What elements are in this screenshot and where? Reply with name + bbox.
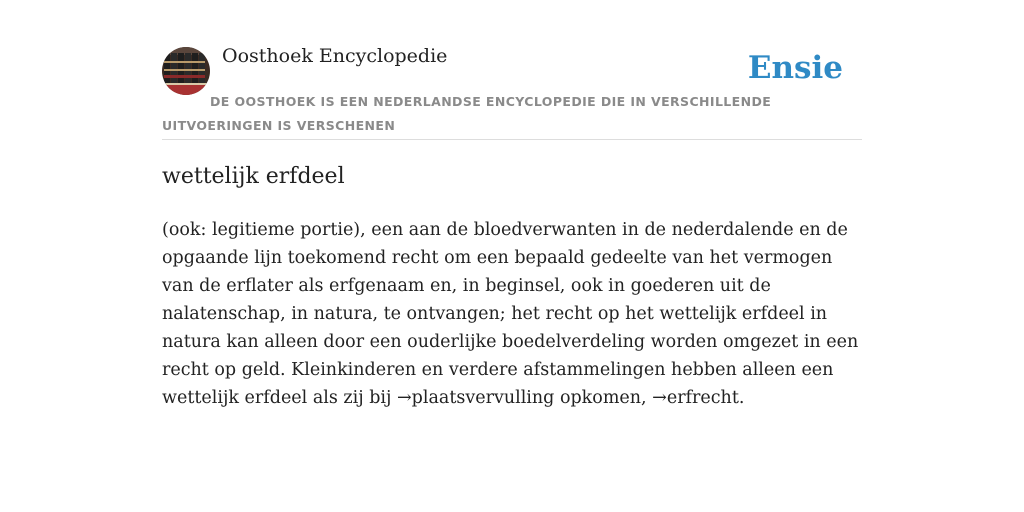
link-erfrecht[interactable]: →erfrecht bbox=[652, 388, 739, 408]
entry-term: wettelijk erfdeel bbox=[162, 164, 345, 189]
definition-text-between: opkomen, bbox=[554, 388, 653, 408]
source-description: DE OOSTHOEK IS EEN NEDERLANDSE ENCYCLOPEDIE DIE IN VERSCHILLENDE UITVOERINGEN IS VERSCHENEN bbox=[162, 94, 772, 133]
entry-definition bbox=[162, 216, 862, 412]
header-divider bbox=[162, 139, 862, 140]
encyclopedia-books-icon bbox=[162, 47, 210, 95]
brand-logo[interactable]: Ensie bbox=[747, 50, 843, 86]
link-plaatsvervulling[interactable]: →plaatsvervulling bbox=[397, 388, 555, 408]
source-avatar[interactable] bbox=[162, 47, 210, 95]
source-name[interactable]: Oosthoek Encyclopedie bbox=[222, 45, 448, 67]
definition-text-end: . bbox=[738, 388, 745, 408]
definition-text: (ook: legitieme portie), een aan de bloedverwanten in de nederdalende en de opgaande lijn toekomend recht om een bepaald gedeelte van het vermogen van de erflater als erfgenaam en, in beginsel, ook in goederen uit de nalatenschap, in natura, te ontvangen; het recht op het wettelijk erfdeel in natura kan alleen door een ouderlijke boedelverdeling worden omgezet in een recht op geld. Kleinkinderen en verdere afstammelingen hebben alleen een wettelijk erfdeel als zij bij bbox=[162, 220, 859, 408]
